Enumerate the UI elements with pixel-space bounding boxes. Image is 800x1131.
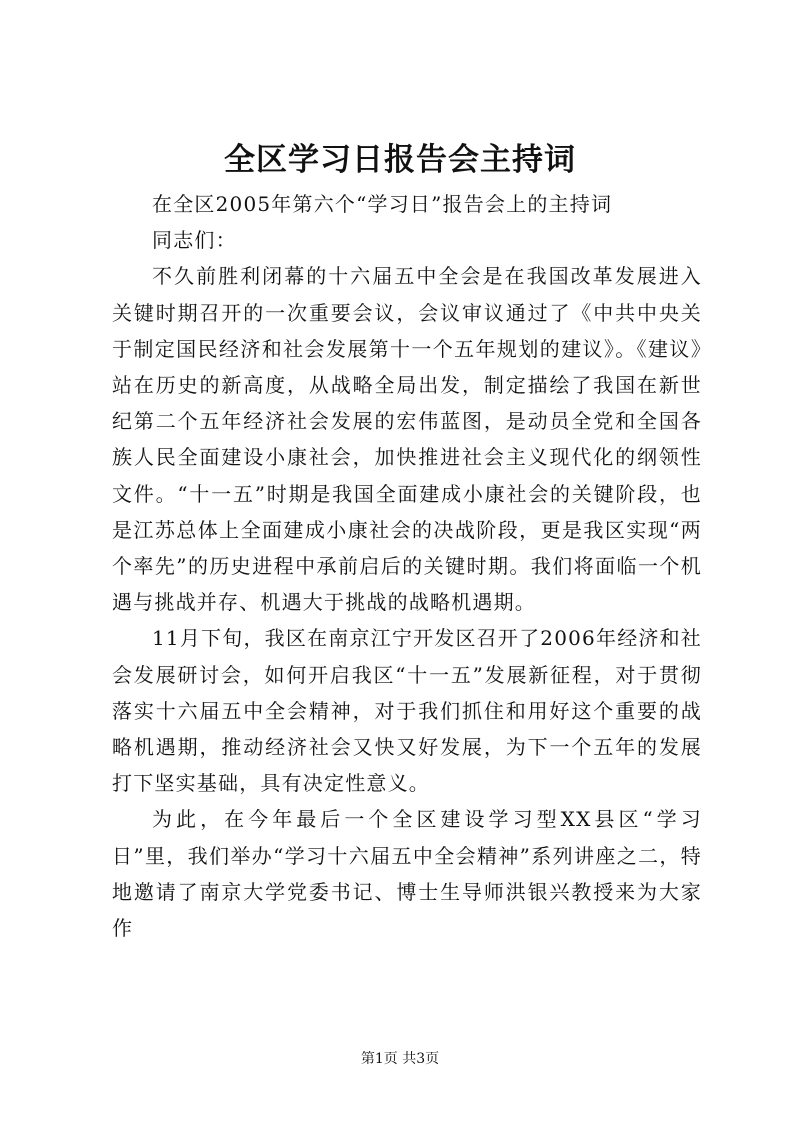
paragraph-subtitle: 在全区2005年第六个“学习日”报告会上的主持词 bbox=[152, 192, 613, 216]
paragraph-3: 为此，在今年最后一个全区建设学习型XX县区“学习日”里，我们举办“学习十六届五中全会精神”系列讲座之二，特地邀请了南京大学党委书记、博士生导师洪银兴教授来为大家作 bbox=[112, 807, 702, 941]
document-body bbox=[112, 186, 702, 946]
document-title: 全区学习日报告会主持词 bbox=[224, 142, 576, 178]
page-footer: 第1页 共3页 bbox=[360, 1051, 440, 1067]
paragraph-2: 11月下旬，我区在南京江宁开发区召开了2006年经济和社会发展研讨会，如何开启我区“十一五”发展新征程，对于贯彻落实十六届五中全会精神，对于我们抓住和用好这个重要的战略机遇期，推动经济社会又快又好发展，为下一个五年的发展打下坚实基础，具有决定性意义。 bbox=[112, 626, 702, 796]
paragraph-salutation: 同志们： bbox=[152, 228, 237, 253]
paragraph-1: 不久前胜利闭幕的十六届五中全会是在我国改革发展进入关键时期召开的一次重要会议，会议审议通过了《中共中央关于制定国民经济和社会发展第十一个五年规划的建议》。《建议》站在历史的新高度，从战略全局出发，制定描绘了我国在新世纪第二个五年经济社会发展的宏伟蓝图，是动员全党和全国各族人民全面建设小康社会，加快推进社会主义现代化的纲领性文件。“十一五”时期是我国全面建成小康社会的关键阶段，也是江苏总体上全面建成小康社会的决战阶段，更是我区实现“两个率先”的历史进程中承前启后的关键时期。我们将面临一个机遇与挑战并存、机遇大于挑战的战略机遇期。 bbox=[112, 264, 702, 615]
